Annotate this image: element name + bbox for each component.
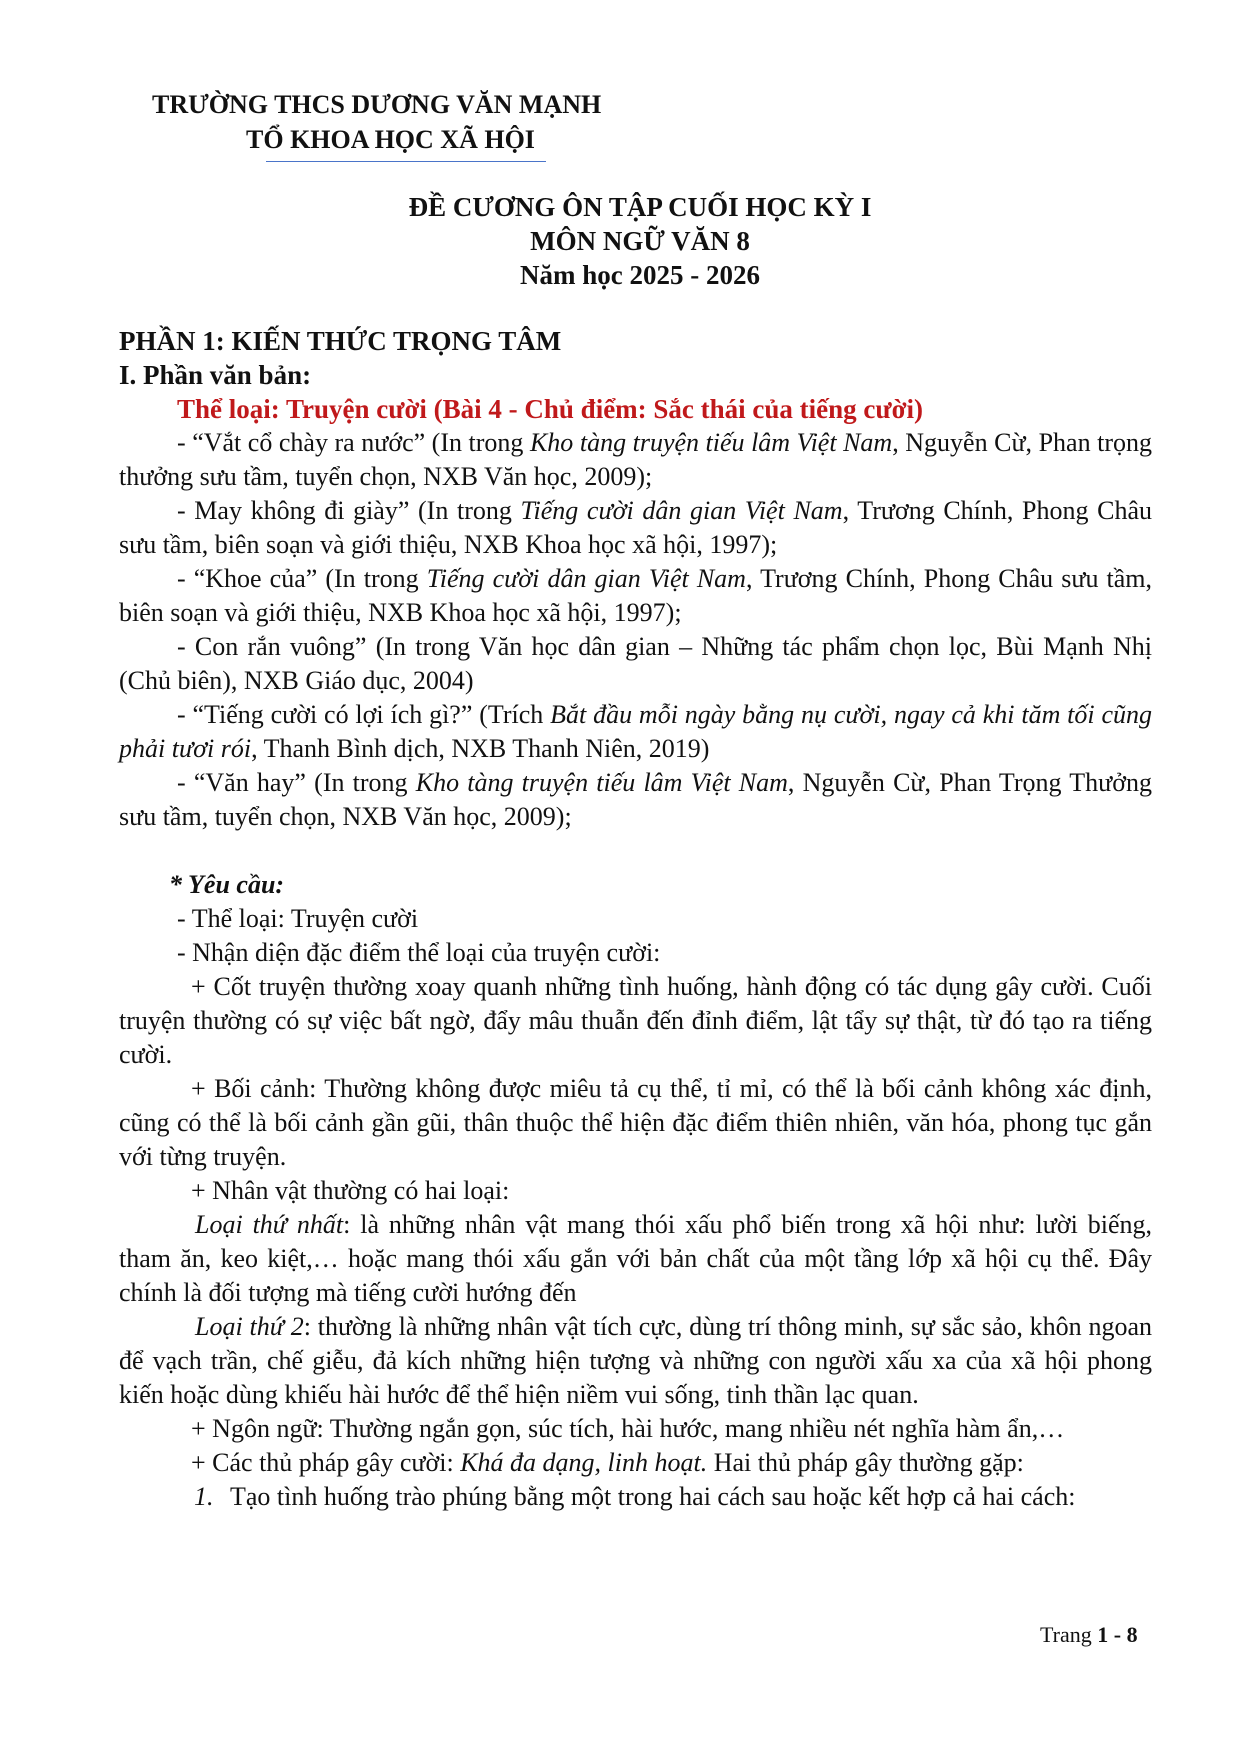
title-line-3: Năm học 2025 - 2026 [520, 260, 760, 290]
work-item: - “Văn hay” (In trong Kho tàng truyện tiếu lâm Việt Nam, Nguyễn Cừ, Phan Trọng Thưởng sưu tầm, tuyển chọn, NXB Văn học, 2009); [119, 768, 1152, 831]
genre-line: - Thể loại: Truyện cười [177, 904, 419, 933]
setting-paragraph: + Bối cảnh: Thường không được miêu tả cụ thể, tỉ mỉ, có thể là bối cảnh không xác định, cũng có thể là bối cảnh gần gũi, thân thuộc thể hiện đặc điểm thiên nhiên, văn hóa, phong tục gắn với từng truyện. [119, 1074, 1152, 1171]
work-item: - May không đi giày” (In trong Tiếng cười dân gian Việt Nam, Trương Chính, Phong Châu sưu tầm, biên soạn và giới thiệu, NXB Khoa học xã hội, 1997); [119, 496, 1153, 559]
document-title [290, 190, 990, 292]
type2-paragraph: Loại thứ 2: thường là những nhân vật tích cực, dùng trí thông minh, sự sắc sảo, khôn ngoan để vạch trần, chế giễu, đả kích những hiện tượng và những con người xấu xa của xã hội phong kiến hoặc dùng khiếu hài hước để thể hiện niềm vui sống, tinh thần lạc quan. [119, 1312, 1152, 1409]
numbered-item [119, 1480, 1152, 1514]
plot-paragraph: + Cốt truyện thường xoay quanh những tình huống, hành động có tác dụng gây cười. Cuối truyện thường có sự việc bất ngờ, đẩy mâu thuẫn đến đỉnh điểm, lật tẩy sự thật, từ đó tạo ra tiếng cười. [119, 972, 1152, 1069]
page-footer [1040, 1618, 1138, 1652]
school-name: TRƯỜNG THCS DƯƠNG VĂN MẠNH [152, 90, 602, 119]
footer-prefix: Trang [1040, 1622, 1098, 1647]
requirements-heading: * Yêu cầu: [169, 870, 285, 899]
item-text: Tạo tình huống trào phúng bằng một trong hai cách sau hoặc kết hợp cả hai cách: [230, 1482, 1076, 1511]
title-line-1: ĐỀ CƯƠNG ÔN TẬP CUỐI HỌC KỲ I [408, 192, 872, 222]
work-item: - “Tiếng cười có lợi ích gì?” (Trích Bắt đầu mỗi ngày bằng nụ cười, ngay cả khi tăm tối cũng phải tươi rói, Thanh Bình dịch, NXB Thanh Niên, 2019) [119, 700, 1153, 763]
page-number: 1 - 8 [1097, 1622, 1138, 1647]
item-number: 1. [194, 1482, 214, 1511]
type1-paragraph: Loại thứ nhất: là những nhân vật mang thói xấu phổ biến trong xã hội như: lười biếng, tham ăn, keo kiệt,… hoặc mang thói xấu gắn với bản chất của một tầng lớp xã hội cụ thể. Đây chính là đối tượng mà tiếng cười hướng đến [119, 1210, 1152, 1307]
language-line: + Ngôn ngữ: Thường ngắn gọn, súc tích, hài hước, mang nhiều nét nghĩa hàm ẩn,… [191, 1414, 1065, 1443]
document-body [119, 324, 1152, 1514]
part-heading: PHẦN 1: KIẾN THỨC TRỌNG TÂM [119, 326, 562, 356]
title-line-2: MÔN NGỮ VĂN 8 [530, 226, 750, 256]
techniques-line: + Các thủ pháp gây cười: Khá đa dạng, linh hoạt. Hai thủ pháp gây thường gặp: [191, 1448, 1024, 1477]
characters-line: + Nhân vật thường có hai loại: [191, 1176, 510, 1205]
section-heading: I. Phần văn bản: [119, 360, 312, 390]
work-item: - Con rắn vuông” (In trong Văn học dân gian – Những tác phẩm chọn lọc, Bùi Mạnh Nhị (Chủ biên), NXB Giáo dục, 2004) [119, 632, 1152, 695]
work-item: - “Vắt cổ chày ra nước” (In trong Kho tàng truyện tiếu lâm Việt Nam, Nguyễn Cừ, Phan trọng thưởng sưu tầm, tuyển chọn, NXB Văn học, 2009); [119, 428, 1152, 491]
department-underline [266, 161, 546, 162]
identify-line: - Nhận diện đặc điểm thể loại của truyện cười: [177, 938, 661, 967]
topic-heading: Thể loại: Truyện cười (Bài 4 - Chủ điểm: Sắc thái của tiếng cười) [177, 394, 924, 424]
department-name: TỔ KHOA HỌC XÃ HỘI [246, 125, 535, 154]
work-item: - “Khoe của” (In trong Tiếng cười dân gian Việt Nam, Trương Chính, Phong Châu sưu tầm, biên soạn và giới thiệu, NXB Khoa học xã hội, 1997); [119, 564, 1153, 627]
